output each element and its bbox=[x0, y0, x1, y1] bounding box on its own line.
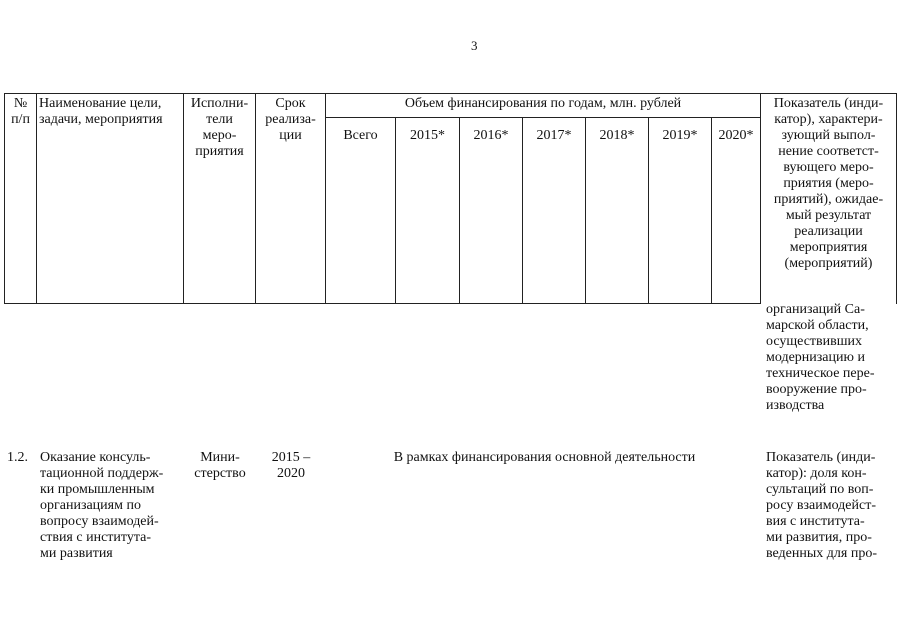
row-executor: Мини- стерство bbox=[194, 450, 246, 481]
header-executors: Исполни- тели меро- приятия bbox=[184, 94, 256, 304]
indicator-continuation-text: организаций Са- марской области, осуществивших модернизацию и техническое пере- вооружение про- изводства bbox=[766, 302, 875, 413]
row-financing: В рамках финансирования основной деятельности bbox=[393, 450, 696, 465]
header-year-2020: 2020* bbox=[712, 118, 761, 304]
page-number: 3 bbox=[471, 38, 478, 53]
header-financing: Объем финансирования по годам, млн. рублей bbox=[326, 94, 761, 118]
header-period: Срок реализа- ции bbox=[256, 94, 326, 304]
header-year-2019: 2019* bbox=[649, 118, 712, 304]
indicator-continuation bbox=[766, 302, 894, 414]
header-num: № п/п bbox=[5, 94, 37, 304]
header-year-2015: 2015* bbox=[396, 118, 460, 304]
row-indicator: Показатель (инди- катор): доля кон- сультаций по воп- росу взаимодейст- вия с института- ми развития, про- веденных для про- bbox=[766, 450, 877, 561]
header-year-2018: 2018* bbox=[586, 118, 649, 304]
header-total: Всего bbox=[326, 118, 396, 304]
header-table bbox=[4, 93, 897, 304]
header-year-2016: 2016* bbox=[460, 118, 523, 304]
header-name: Наименование цели, задачи, мероприятия bbox=[37, 94, 184, 304]
row-number: 1.2. bbox=[7, 450, 28, 465]
row-period: 2015 – 2020 bbox=[271, 450, 311, 481]
header-year-2017: 2017* bbox=[523, 118, 586, 304]
header-indicator: Показатель (инди- катор), характери- зующий выпол- нение соответст- вующего меро- приятия (меро- приятий), ожидае- мый результат реализации мероприятия (мероприятий) bbox=[761, 94, 897, 304]
row-name: Оказание консуль- тационной поддерж- ки промышленным организациям по вопросу взаимодей- ствия с института- ми развития bbox=[40, 450, 164, 561]
